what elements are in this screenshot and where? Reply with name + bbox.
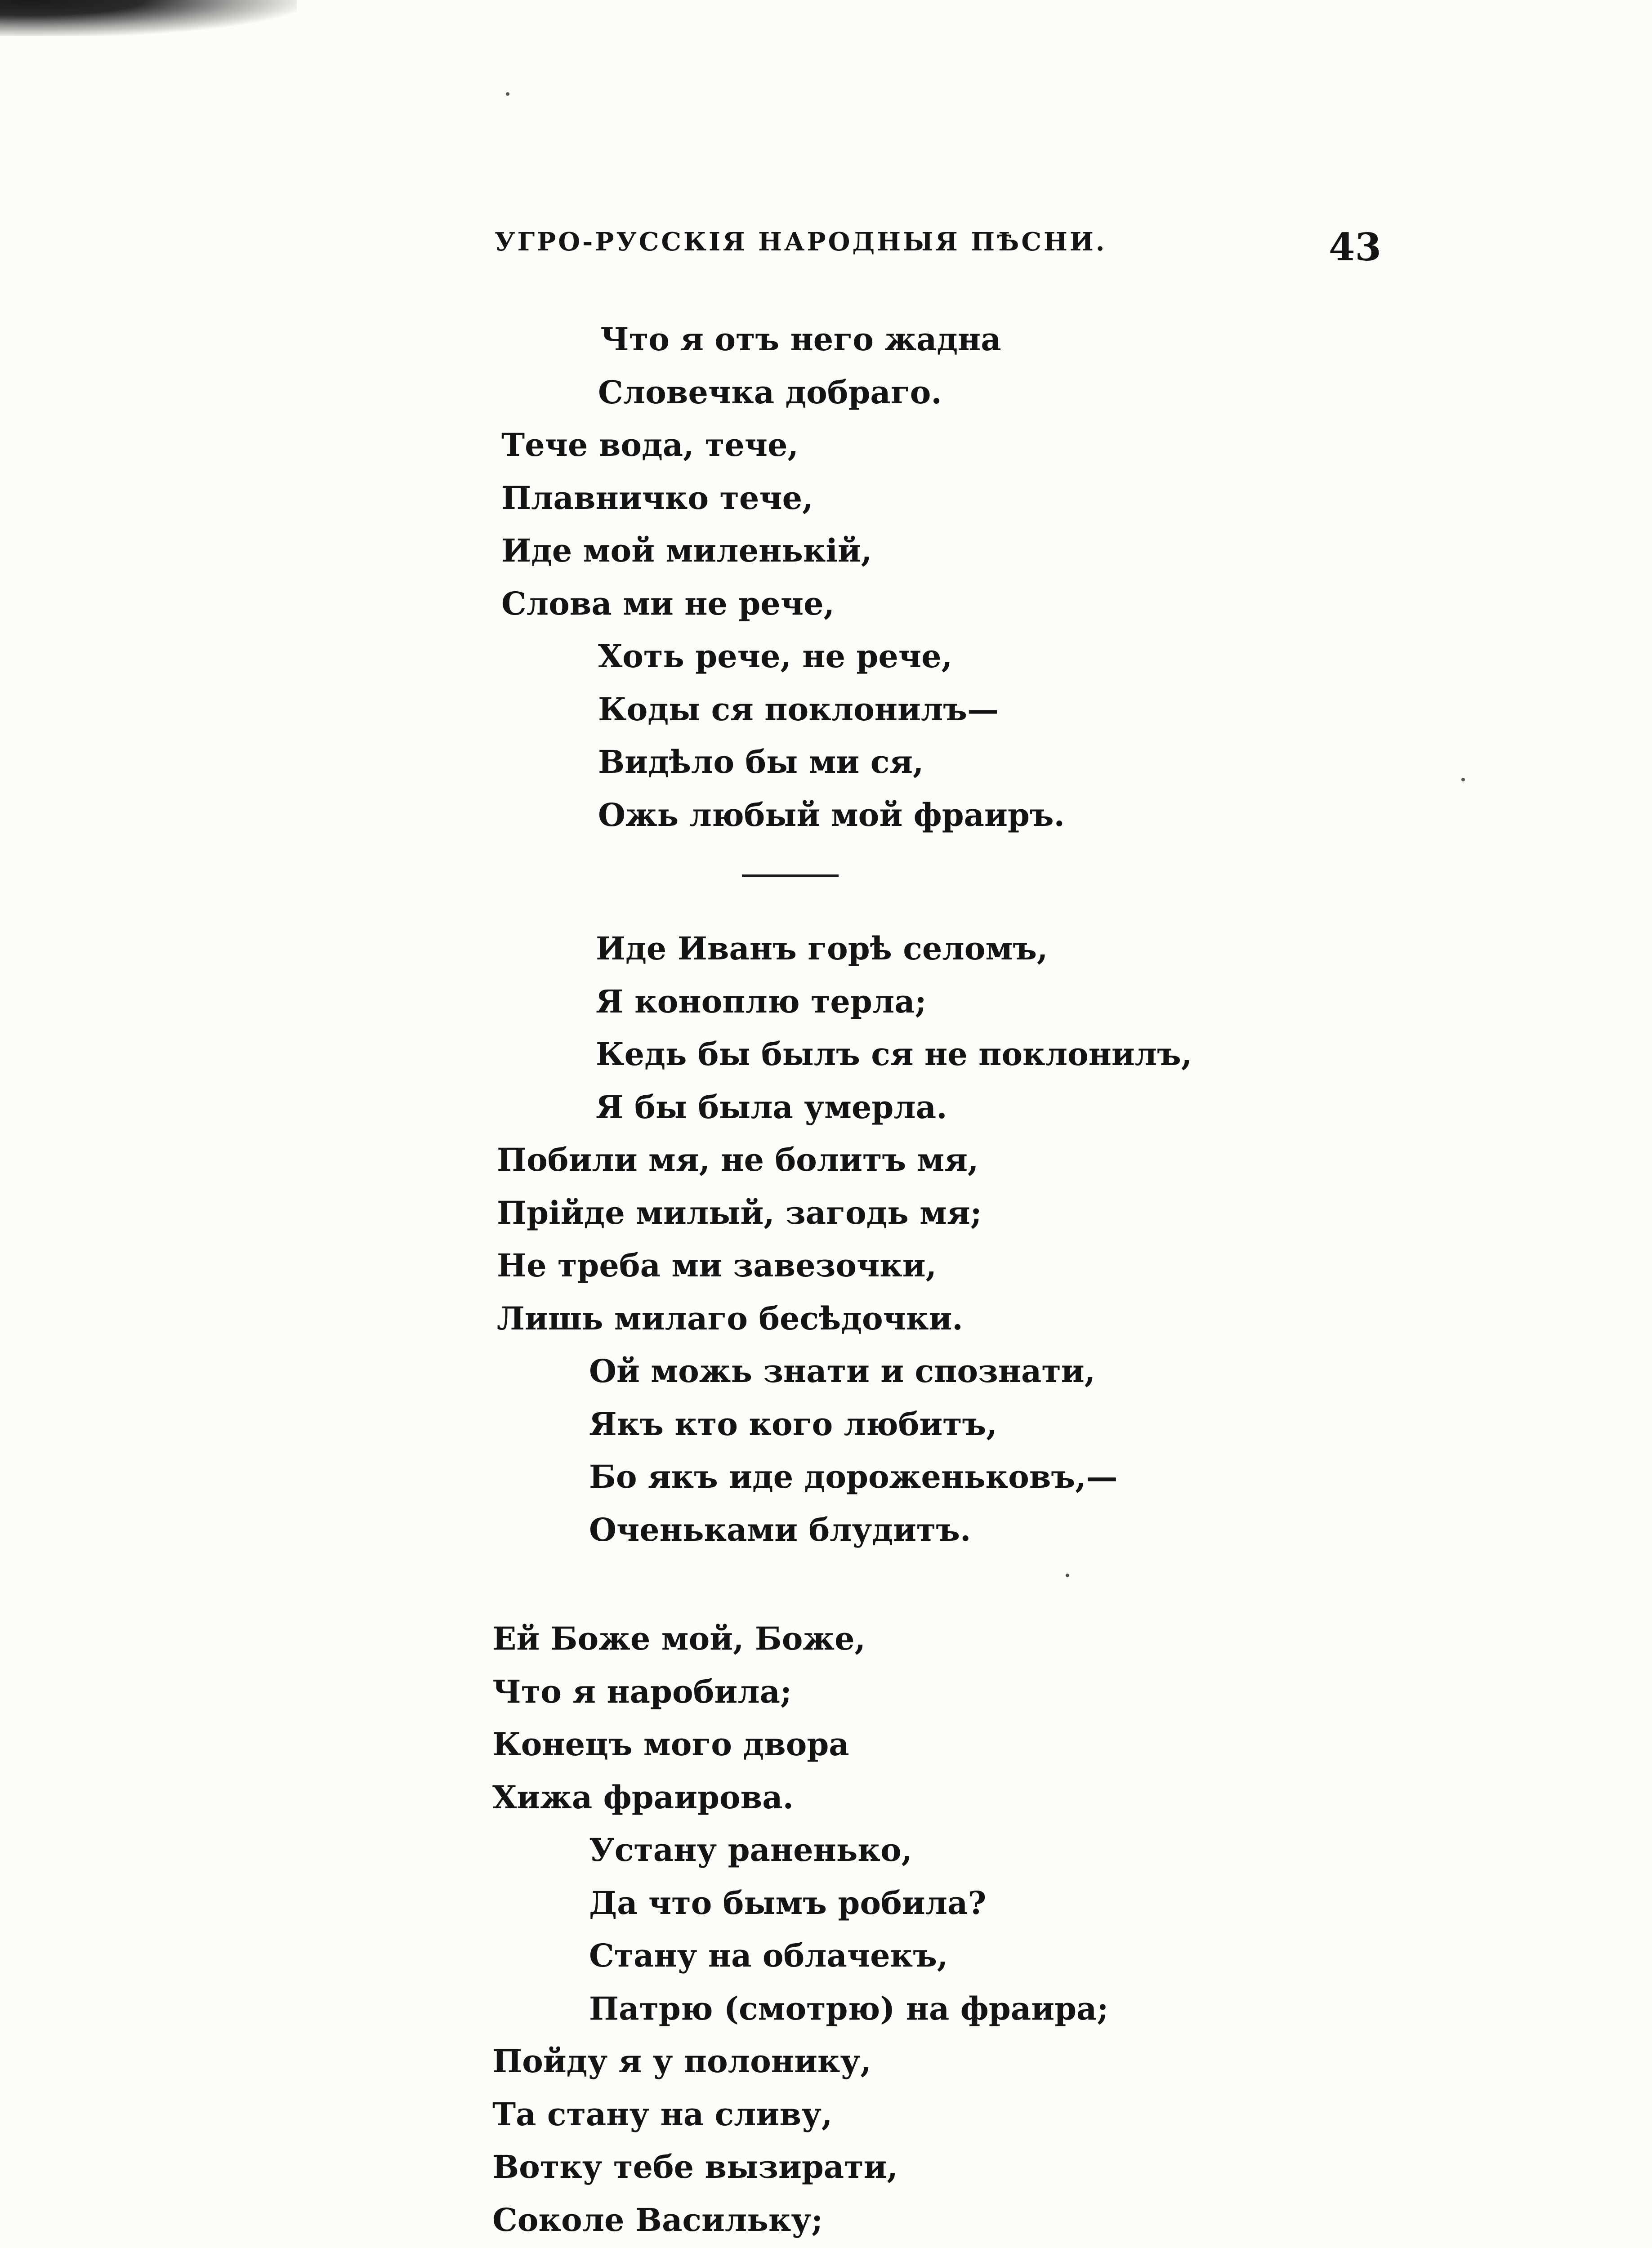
verse-line: Конецъ мого двора: [492, 1726, 849, 1763]
verse-line: Я коноплю терла;: [596, 983, 927, 1020]
verse-line: Стану на облачекъ,: [589, 1937, 948, 1974]
verse-line: Иде мой миленькій,: [501, 532, 872, 569]
verse-line: Побили мя, не болитъ мя,: [497, 1141, 979, 1178]
page-number: 43: [1329, 225, 1381, 269]
verse-line: Пойду я у полонику,: [492, 2043, 871, 2080]
scan-speck: [1461, 778, 1465, 781]
verse-line: Якъ кто кого любитъ,: [589, 1405, 997, 1443]
verse-line: Да что бымъ робила?: [589, 1884, 987, 1922]
verse-line: Что я отъ него жадна: [600, 321, 1001, 358]
verse-line: Хоть рече, не рече,: [598, 638, 953, 675]
verse-line: Не треба ми завезочки,: [497, 1247, 937, 1284]
verse-line: Лишь милаго бесѣдочки.: [497, 1300, 963, 1337]
verse-line: Патрю (смотрю) на фраира;: [589, 1990, 1109, 2027]
verse-line: Прійде милый, загодь мя;: [497, 1194, 982, 1231]
verse-line: Ой можь знати и спознати,: [589, 1352, 1096, 1390]
verse-line: Словечка добраго.: [598, 374, 942, 411]
verse-line: Бо якъ иде дороженьковъ,—: [589, 1458, 1118, 1495]
running-header: УГРО-РУССКІЯ НАРОДНЫЯ ПѢСНИ.: [495, 227, 1107, 257]
stanza-separator: [742, 874, 839, 877]
verse-line: Тече вода, тече,: [501, 426, 799, 464]
verse-line: Вотку тебе вызирати,: [492, 2148, 898, 2186]
verse-line: Я бы была умерла.: [596, 1088, 947, 1126]
verse-line: Кедь бы былъ ся не поклонилъ,: [596, 1035, 1192, 1073]
ink-smudge: [0, 0, 297, 36]
verse-line: Хижа фраирова.: [492, 1779, 794, 1816]
verse-line: Ей Боже мой, Боже,: [492, 1620, 866, 1657]
verse-line: Что я наробила;: [492, 1673, 792, 1710]
verse-line: Ожь любый мой фраиръ.: [598, 796, 1065, 834]
scan-speck: [506, 92, 509, 96]
verse-line: Иде Иванъ горѣ селомъ,: [596, 930, 1048, 967]
verse-line: Коды ся поклонилъ—: [598, 691, 999, 728]
verse-line: Соколе Васильку;: [492, 2201, 823, 2239]
verse-line: Плавничко тече,: [501, 479, 813, 517]
scan-speck: [1066, 1574, 1069, 1577]
verse-line: Оченьками блудитъ.: [589, 1511, 971, 1548]
verse-line: Та стану на сливу,: [492, 2096, 833, 2133]
verse-line: Слова ми не рече,: [501, 585, 835, 622]
verse-line: Устану раненько,: [589, 1831, 913, 1869]
verse-line: Видѣло бы ми ся,: [598, 743, 924, 781]
